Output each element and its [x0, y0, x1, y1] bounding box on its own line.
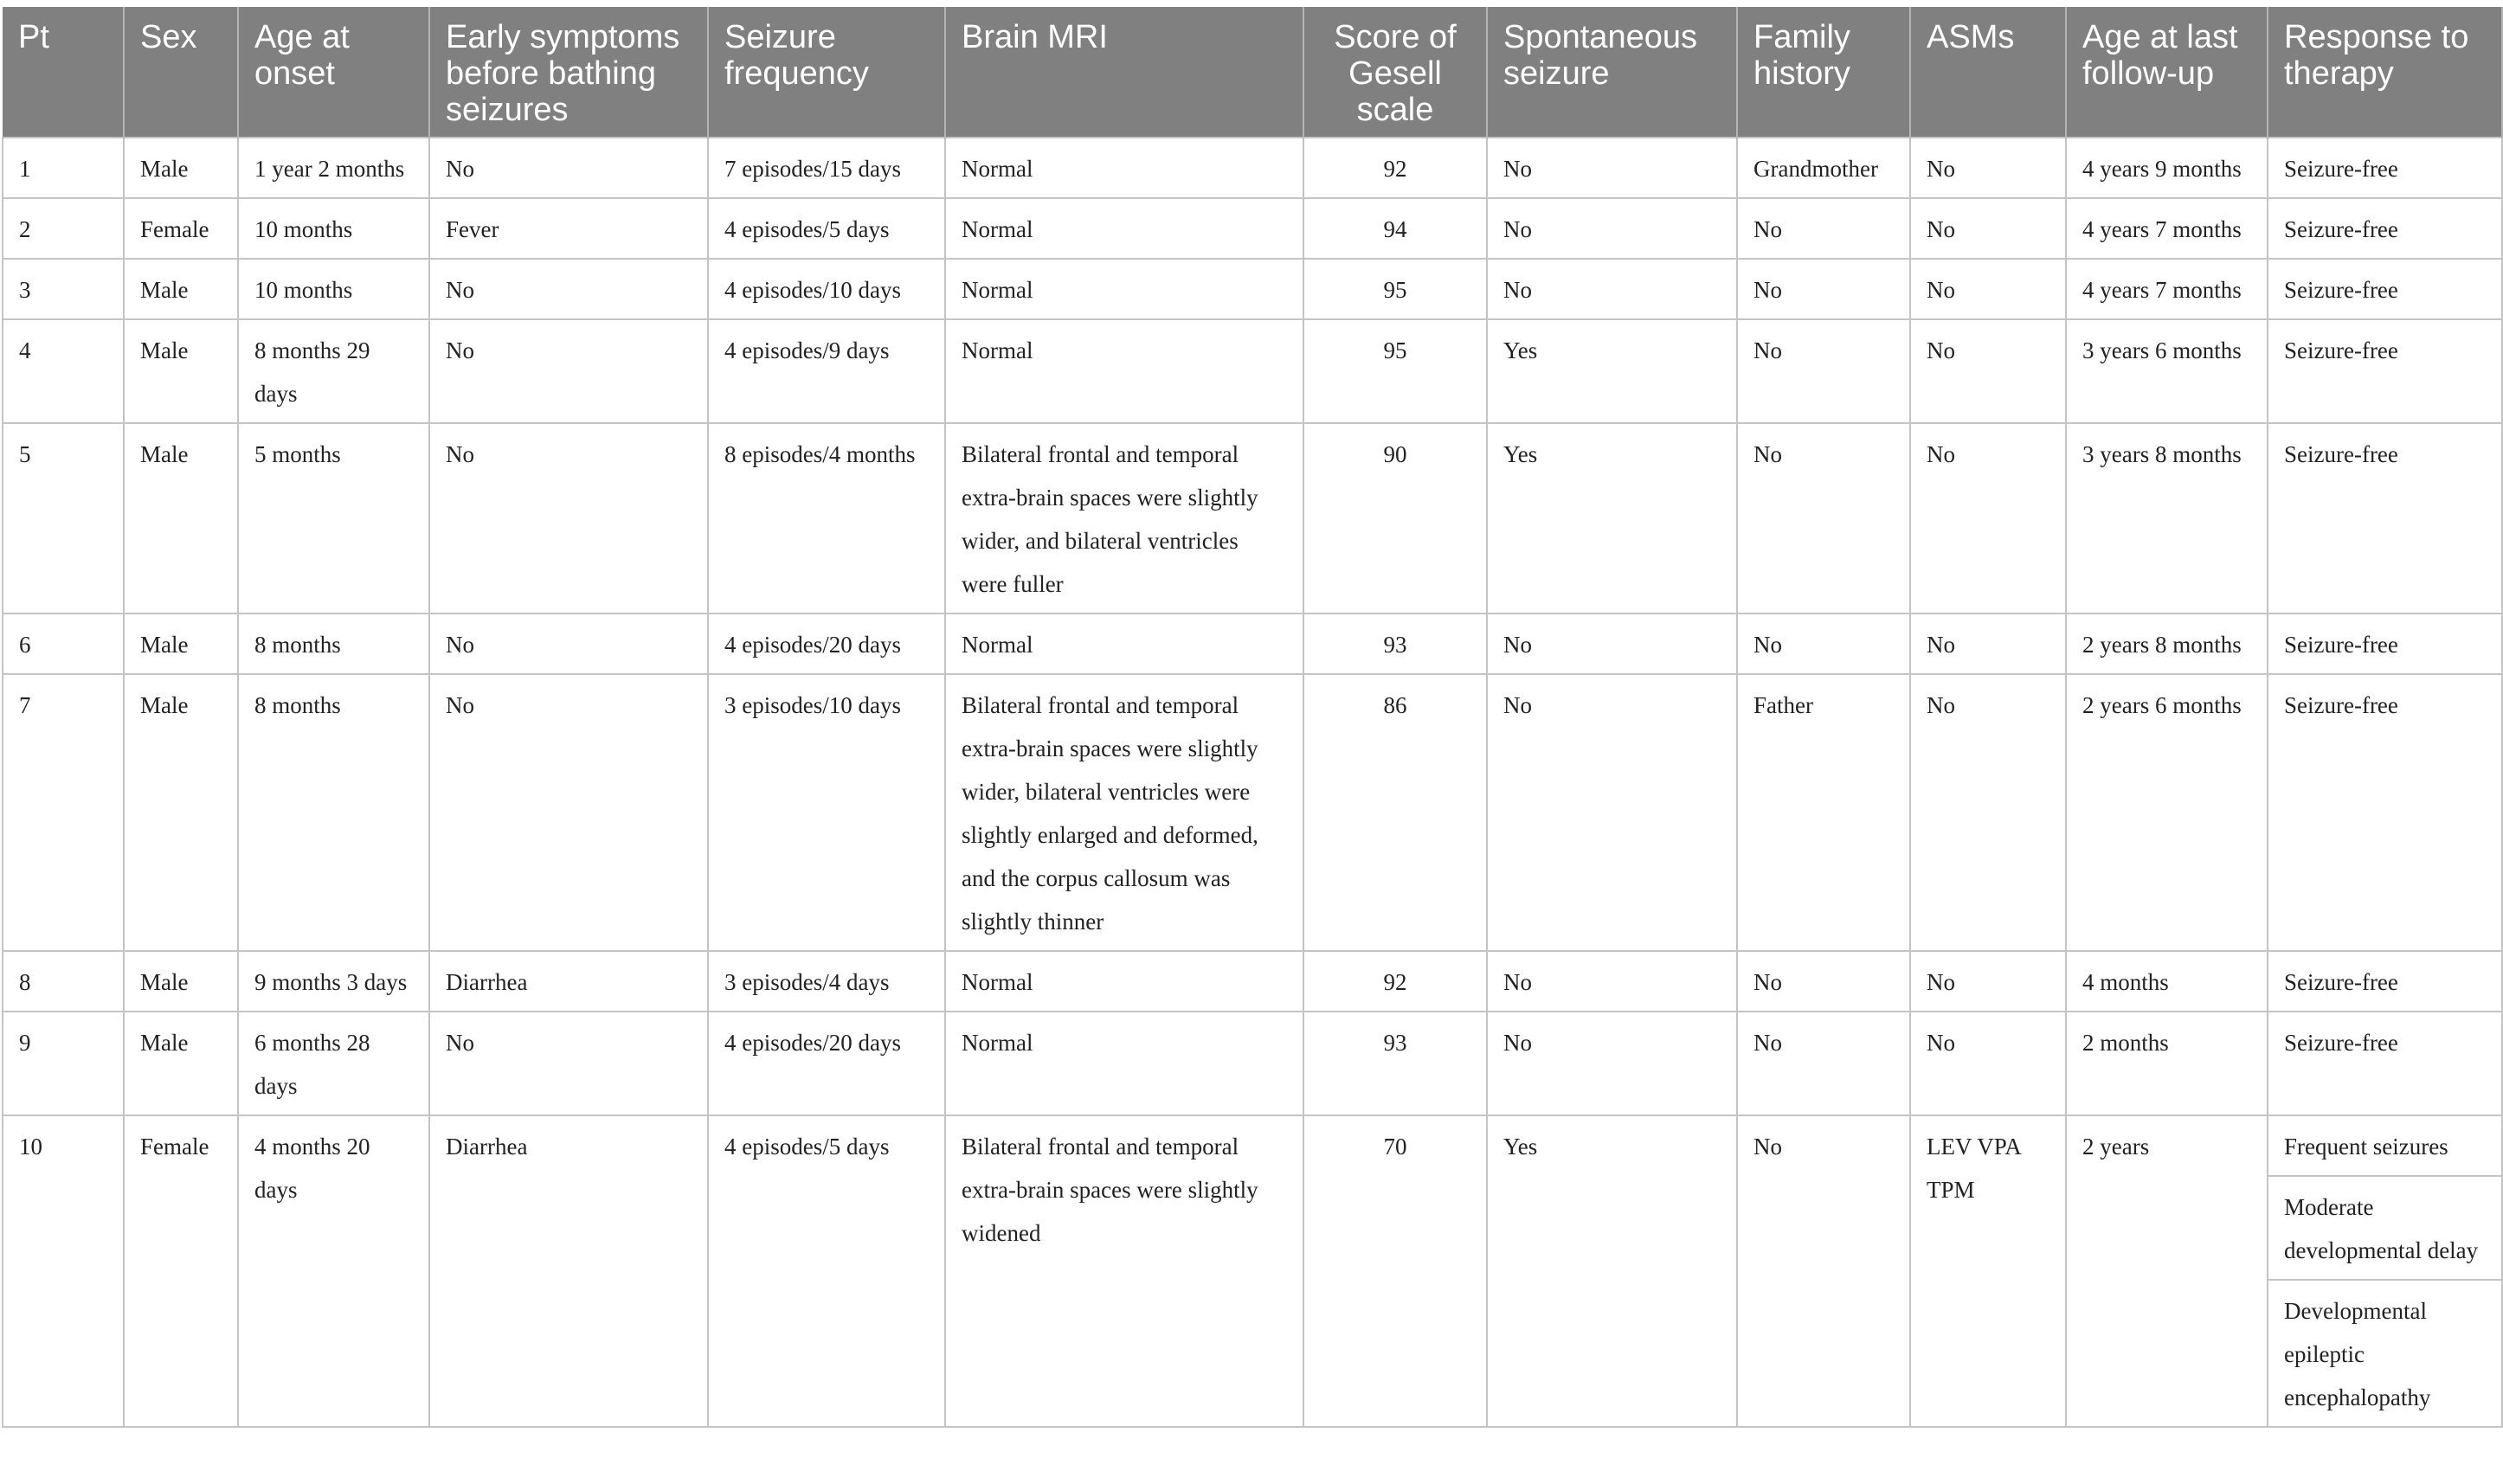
- cell-gesell-score: 93: [1303, 1012, 1487, 1115]
- cell-age-onset: 9 months 3 days: [238, 951, 429, 1012]
- table-row: [3, 319, 2502, 423]
- cell-asms: No: [1910, 138, 2066, 198]
- cell-pt: 1: [3, 138, 124, 198]
- cell-asms: LEV VPA TPM: [1910, 1115, 2066, 1427]
- cell-seizure-frequency: 4 episodes/10 days: [708, 259, 945, 319]
- cell-sex: Male: [124, 674, 238, 951]
- cell-asms: No: [1910, 951, 2066, 1012]
- patient-table-container: [2, 7, 2501, 1428]
- header-sex: Sex: [124, 7, 238, 138]
- cell-age-onset: 5 months: [238, 423, 429, 614]
- cell-sex: Male: [124, 138, 238, 198]
- cell-spontaneous-seizure: Yes: [1487, 319, 1737, 423]
- cell-seizure-frequency: 4 episodes/5 days: [708, 198, 945, 259]
- cell-brain-mri: Bilateral frontal and temporal extra-brain spaces were slightly widened: [945, 1115, 1303, 1427]
- cell-response-therapy: [2268, 674, 2502, 951]
- cell-spontaneous-seizure: No: [1487, 198, 1737, 259]
- table-row: [3, 674, 2502, 951]
- cell-brain-mri: Bilateral frontal and temporal extra-brain spaces were slightly wider, and bilateral ventricles were fuller: [945, 423, 1303, 614]
- cell-pt: 9: [3, 1012, 124, 1115]
- cell-response-therapy: [2268, 198, 2502, 259]
- response-item: Seizure-free: [2284, 692, 2398, 718]
- cell-family-history: No: [1737, 951, 1910, 1012]
- header-age-onset: Age at onset: [238, 7, 429, 138]
- cell-early-symptoms: No: [429, 423, 708, 614]
- table-row: [3, 198, 2502, 259]
- cell-spontaneous-seizure: Yes: [1487, 423, 1737, 614]
- cell-sex: Female: [124, 1115, 238, 1427]
- cell-response-therapy: [2268, 259, 2502, 319]
- cell-early-symptoms: No: [429, 614, 708, 674]
- cell-pt: 8: [3, 951, 124, 1012]
- cell-asms: No: [1910, 1012, 2066, 1115]
- cell-early-symptoms: Diarrhea: [429, 951, 708, 1012]
- cell-age-last-followup: 2 months: [2066, 1012, 2268, 1115]
- cell-spontaneous-seizure: No: [1487, 259, 1737, 319]
- cell-family-history: No: [1737, 198, 1910, 259]
- cell-age-onset: 8 months 29 days: [238, 319, 429, 423]
- response-item: Developmental epileptic encephalopathy: [2284, 1298, 2431, 1410]
- cell-gesell-score: 95: [1303, 319, 1487, 423]
- cell-seizure-frequency: 7 episodes/15 days: [708, 138, 945, 198]
- cell-gesell-score: 94: [1303, 198, 1487, 259]
- cell-age-onset: 4 months 20 days: [238, 1115, 429, 1427]
- cell-sex: Male: [124, 319, 238, 423]
- cell-sex: Male: [124, 1012, 238, 1115]
- cell-gesell-score: 93: [1303, 614, 1487, 674]
- cell-pt: 7: [3, 674, 124, 951]
- response-item: Seizure-free: [2284, 441, 2398, 467]
- cell-asms: No: [1910, 614, 2066, 674]
- cell-age-last-followup: 4 years 7 months: [2066, 259, 2268, 319]
- header-row: [3, 7, 2502, 138]
- table-row: [3, 951, 2502, 1012]
- cell-spontaneous-seizure: No: [1487, 614, 1737, 674]
- cell-age-onset: 10 months: [238, 259, 429, 319]
- cell-gesell-score: 95: [1303, 259, 1487, 319]
- cell-seizure-frequency: 4 episodes/20 days: [708, 614, 945, 674]
- cell-family-history: Father: [1737, 674, 1910, 951]
- cell-age-last-followup: 2 years: [2066, 1115, 2268, 1427]
- response-item: Seizure-free: [2284, 156, 2398, 182]
- cell-gesell-score: 70: [1303, 1115, 1487, 1427]
- table-row: [3, 138, 2502, 198]
- cell-response-therapy: [2268, 614, 2502, 674]
- header-family-history: Family history: [1737, 7, 1910, 138]
- cell-response-therapy: [2268, 1012, 2502, 1115]
- cell-age-last-followup: 2 years 8 months: [2066, 614, 2268, 674]
- cell-family-history: No: [1737, 259, 1910, 319]
- header-response-therapy: Response to therapy: [2268, 7, 2502, 138]
- cell-brain-mri: Normal: [945, 319, 1303, 423]
- cell-asms: No: [1910, 423, 2066, 614]
- cell-family-history: No: [1737, 614, 1910, 674]
- header-brain-mri: Brain MRI: [945, 7, 1303, 138]
- cell-gesell-score: 92: [1303, 138, 1487, 198]
- cell-gesell-score: 86: [1303, 674, 1487, 951]
- response-item: Seizure-free: [2284, 277, 2398, 303]
- cell-brain-mri: Normal: [945, 951, 1303, 1012]
- cell-seizure-frequency: 3 episodes/4 days: [708, 951, 945, 1012]
- cell-family-history: No: [1737, 423, 1910, 614]
- cell-asms: No: [1910, 259, 2066, 319]
- cell-pt: 2: [3, 198, 124, 259]
- cell-seizure-frequency: 4 episodes/9 days: [708, 319, 945, 423]
- cell-age-onset: 6 months 28 days: [238, 1012, 429, 1115]
- cell-age-onset: 1 year 2 months: [238, 138, 429, 198]
- cell-brain-mri: Normal: [945, 198, 1303, 259]
- cell-sex: Male: [124, 614, 238, 674]
- cell-brain-mri: Bilateral frontal and temporal extra-brain spaces were slightly wider, bilateral ventricles were slightly enlarged and deformed, and the corpus callosum was slightly thinner: [945, 674, 1303, 951]
- cell-age-onset: 8 months: [238, 674, 429, 951]
- cell-seizure-frequency: 3 episodes/10 days: [708, 674, 945, 951]
- cell-asms: No: [1910, 198, 2066, 259]
- cell-spontaneous-seizure: No: [1487, 951, 1737, 1012]
- cell-age-last-followup: 3 years 8 months: [2066, 423, 2268, 614]
- cell-brain-mri: Normal: [945, 138, 1303, 198]
- cell-age-onset: 8 months: [238, 614, 429, 674]
- table-row: [3, 1012, 2502, 1115]
- table-row: [3, 1115, 2502, 1427]
- cell-early-symptoms: No: [429, 138, 708, 198]
- cell-sex: Male: [124, 951, 238, 1012]
- header-early-symptoms: Early symptoms before bathing seizures: [429, 7, 708, 138]
- table-row: [3, 259, 2502, 319]
- cell-sex: Female: [124, 198, 238, 259]
- cell-family-history: No: [1737, 1012, 1910, 1115]
- cell-pt: 4: [3, 319, 124, 423]
- cell-response-therapy: [2268, 951, 2502, 1012]
- cell-pt: 3: [3, 259, 124, 319]
- cell-family-history: Grandmother: [1737, 138, 1910, 198]
- response-item: Seizure-free: [2284, 969, 2398, 995]
- cell-spontaneous-seizure: No: [1487, 138, 1737, 198]
- cell-brain-mri: Normal: [945, 259, 1303, 319]
- cell-gesell-score: 90: [1303, 423, 1487, 614]
- cell-early-symptoms: Fever: [429, 198, 708, 259]
- response-item: Seizure-free: [2284, 1030, 2398, 1056]
- response-item: Moderate developmental delay: [2268, 1177, 2501, 1281]
- cell-sex: Male: [124, 259, 238, 319]
- header-spontaneous-seizure: Spontaneous seizure: [1487, 7, 1737, 138]
- cell-spontaneous-seizure: No: [1487, 674, 1737, 951]
- response-item: Seizure-free: [2284, 632, 2398, 658]
- cell-family-history: No: [1737, 1115, 1910, 1427]
- cell-age-last-followup: 4 years 9 months: [2066, 138, 2268, 198]
- cell-age-last-followup: 3 years 6 months: [2066, 319, 2268, 423]
- cell-early-symptoms: No: [429, 319, 708, 423]
- cell-early-symptoms: No: [429, 259, 708, 319]
- cell-asms: No: [1910, 674, 2066, 951]
- cell-sex: Male: [124, 423, 238, 614]
- response-item: Seizure-free: [2284, 337, 2398, 363]
- cell-age-last-followup: 2 years 6 months: [2066, 674, 2268, 951]
- cell-spontaneous-seizure: No: [1487, 1012, 1737, 1115]
- header-gesell-score: Score of Gesell scale: [1303, 7, 1487, 138]
- cell-brain-mri: Normal: [945, 614, 1303, 674]
- header-asms: ASMs: [1910, 7, 2066, 138]
- cell-early-symptoms: No: [429, 674, 708, 951]
- cell-seizure-frequency: 4 episodes/20 days: [708, 1012, 945, 1115]
- cell-spontaneous-seizure: Yes: [1487, 1115, 1737, 1427]
- cell-early-symptoms: Diarrhea: [429, 1115, 708, 1427]
- response-item: Frequent seizures: [2268, 1116, 2501, 1177]
- response-item: Seizure-free: [2284, 216, 2398, 242]
- cell-asms: No: [1910, 319, 2066, 423]
- cell-pt: 10: [3, 1115, 124, 1427]
- cell-response-therapy: [2268, 423, 2502, 614]
- cell-pt: 5: [3, 423, 124, 614]
- cell-age-last-followup: 4 months: [2066, 951, 2268, 1012]
- cell-seizure-frequency: 8 episodes/4 months: [708, 423, 945, 614]
- cell-seizure-frequency: 4 episodes/5 days: [708, 1115, 945, 1427]
- patient-table: [2, 7, 2503, 1428]
- cell-early-symptoms: No: [429, 1012, 708, 1115]
- cell-pt: 6: [3, 614, 124, 674]
- cell-brain-mri: Normal: [945, 1012, 1303, 1115]
- header-age-last-followup: Age at last follow-up: [2066, 7, 2268, 138]
- header-seizure-frequency: Seizure frequency: [708, 7, 945, 138]
- table-body: [3, 138, 2502, 1427]
- cell-age-onset: 10 months: [238, 198, 429, 259]
- cell-response-therapy: [2268, 1115, 2502, 1427]
- cell-response-therapy: [2268, 138, 2502, 198]
- table-row: [3, 423, 2502, 614]
- cell-family-history: No: [1737, 319, 1910, 423]
- table-row: [3, 614, 2502, 674]
- header-pt: Pt: [3, 7, 124, 138]
- cell-age-last-followup: 4 years 7 months: [2066, 198, 2268, 259]
- cell-gesell-score: 92: [1303, 951, 1487, 1012]
- cell-response-therapy: [2268, 319, 2502, 423]
